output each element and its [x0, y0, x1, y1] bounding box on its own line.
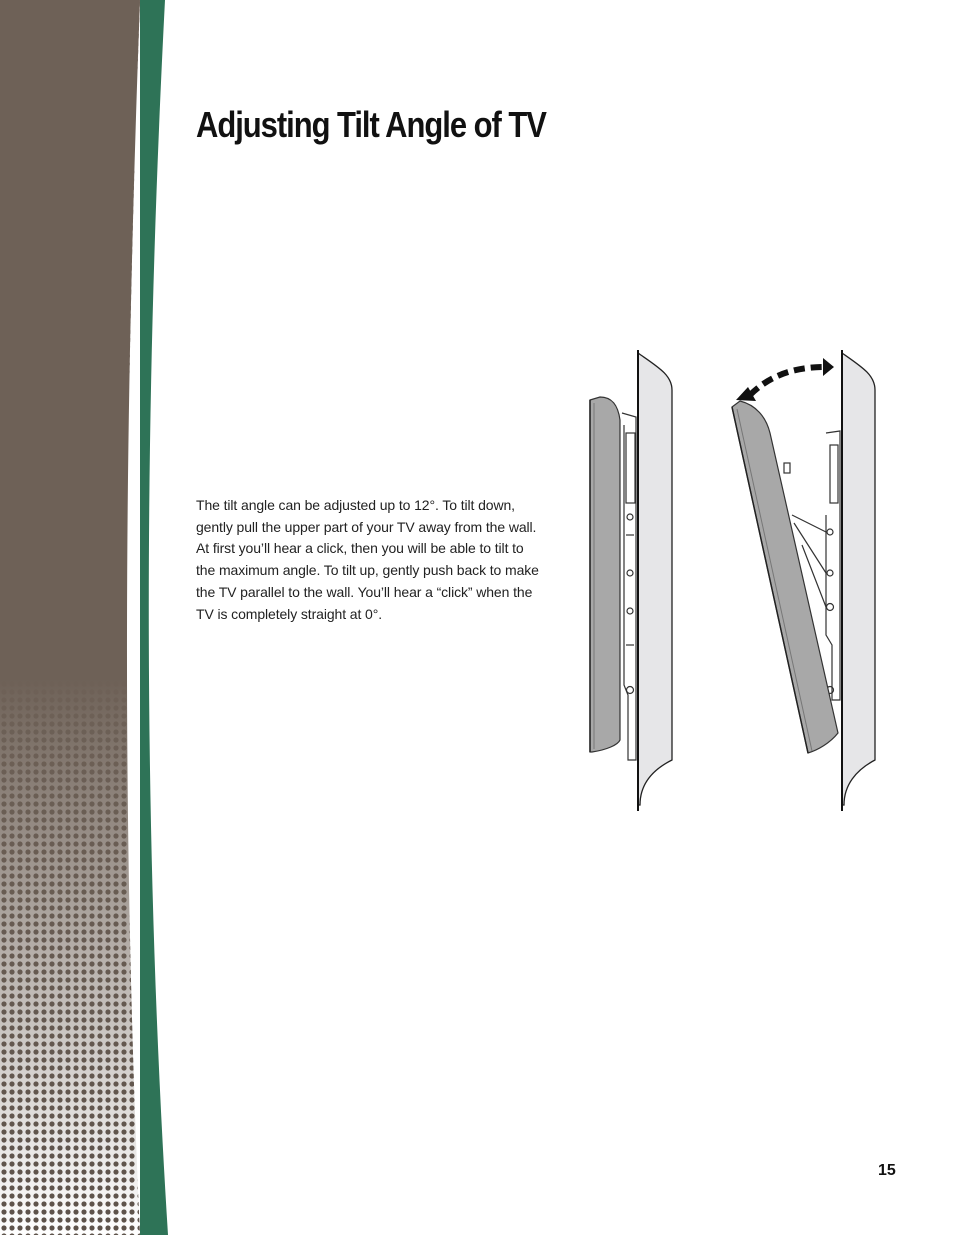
bracket-left	[622, 413, 636, 760]
page-title: Adjusting Tilt Angle of TV	[196, 104, 546, 145]
green-stripe	[140, 0, 168, 1235]
wall-left	[638, 350, 672, 811]
tilt-arrow-icon	[736, 358, 834, 401]
tilt-illustration	[580, 345, 890, 815]
tv-tilted	[732, 401, 838, 753]
page-number: 15	[878, 1162, 896, 1179]
wall-right	[842, 350, 875, 811]
tv-flat	[590, 397, 620, 752]
instructions-paragraph: The tilt angle can be adjusted up to 12°. To tilt down, gently pull the upper part of your TV away from the wall. At first you’ll hear a click, then you will be able to tilt to the maximum angle. To tilt up, gently push back to make the TV parallel to the wall. You’ll hear a “click” when the TV is completely straight at 0°.	[196, 497, 539, 622]
